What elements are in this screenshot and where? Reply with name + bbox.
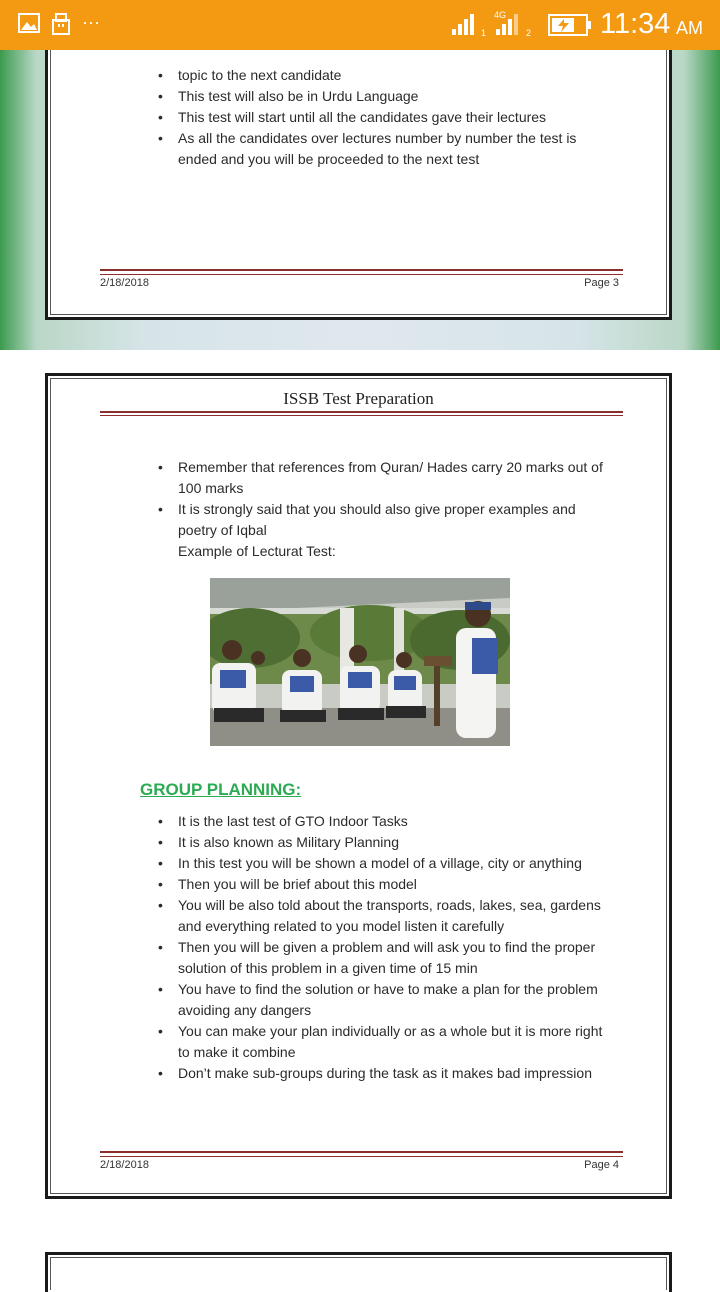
group-planning-bullet: • Then you will be brief about this model [150, 874, 615, 895]
page4-footer-page-number: Page 4 [584, 1159, 619, 1171]
group-planning-bullet: • It is the last test of GTO Indoor Tasks [150, 811, 615, 832]
signal-sim1-icon [452, 14, 478, 41]
group-planning-list [150, 811, 615, 1084]
page3-bullet: • This test will also be in Urdu Language [150, 86, 600, 107]
page4-intro-bullet: • Remember that references from Quran/ Hades carry 20 marks out of 100 marks [150, 457, 605, 499]
group-planning-bullet: • You have to find the solution or have to make a plan for the problem avoiding any dangers [150, 979, 615, 1021]
gallery-notification-icon [18, 13, 40, 38]
page4-header-title: ISSB Test Preparation [283, 389, 434, 408]
page4-footer-rule-thin [100, 1156, 623, 1157]
page3-footer-page-number: Page 3 [584, 277, 619, 289]
status-bar [0, 0, 720, 50]
page3-bullet-list [150, 65, 600, 170]
sim1-label: 1 [481, 28, 487, 38]
page3-footer-date: 2/18/2018 [100, 277, 149, 289]
group-planning-bullet: • It is also known as Military Planning [150, 832, 615, 853]
group-planning-heading: GROUP PLANNING: [140, 780, 302, 799]
clock-am-pm: AM [676, 18, 703, 38]
network-type-label: 4G [494, 10, 507, 20]
page4-intro-list [150, 457, 605, 541]
group-planning-bullet: • Don’t make sub-groups during the task as it makes bad impression [150, 1063, 615, 1084]
page4-header-rule-thin [100, 415, 623, 416]
document-page-5[interactable] [45, 1252, 672, 1292]
battery-charging-icon [548, 14, 592, 41]
page4-intro-bullet: • It is strongly said that you should also give proper examples and poetry of Iqbal [150, 499, 605, 541]
page4-header-rule [100, 411, 623, 413]
group-planning-bullet: • Then you will be given a problem and will ask you to find the proper solution of this problem in a given time of 15 min [150, 937, 615, 979]
page3-footer-rule [100, 269, 623, 271]
document-page-3[interactable] [45, 50, 672, 320]
usb-notification-icon [52, 13, 70, 40]
page4-example-label: Example of Lecturat Test: [178, 543, 336, 559]
page4-footer-date: 2/18/2018 [100, 1159, 149, 1171]
group-planning-bullet: • You will be also told about the transports, roads, lakes, sea, gardens and everything related to you model listen it carefully [150, 895, 615, 937]
page3-bullet-continued: • topic to the next candidate [150, 65, 600, 86]
page3-bullet: • This test will start until all the candidates gave their lectures [150, 107, 600, 128]
clock-time: 11:34 [600, 8, 671, 40]
group-planning-bullet: • You can make your plan individually or as a whole but it is more right to make it combine [150, 1021, 615, 1063]
lecturette-photo [210, 578, 510, 746]
sim2-label: 2 [526, 28, 532, 38]
document-page-4[interactable] [45, 373, 672, 1199]
page4-footer-rule [100, 1151, 623, 1153]
page3-bullet: • As all the candidates over lectures number by number the test is ended and you will be proceeded to the next test [150, 128, 600, 170]
group-planning-bullet: • In this test you will be shown a model of a village, city or anything [150, 853, 615, 874]
signal-sim2-icon [496, 14, 522, 41]
page3-footer-rule-thin [100, 274, 623, 275]
more-notifications-icon: ··· [82, 12, 100, 32]
